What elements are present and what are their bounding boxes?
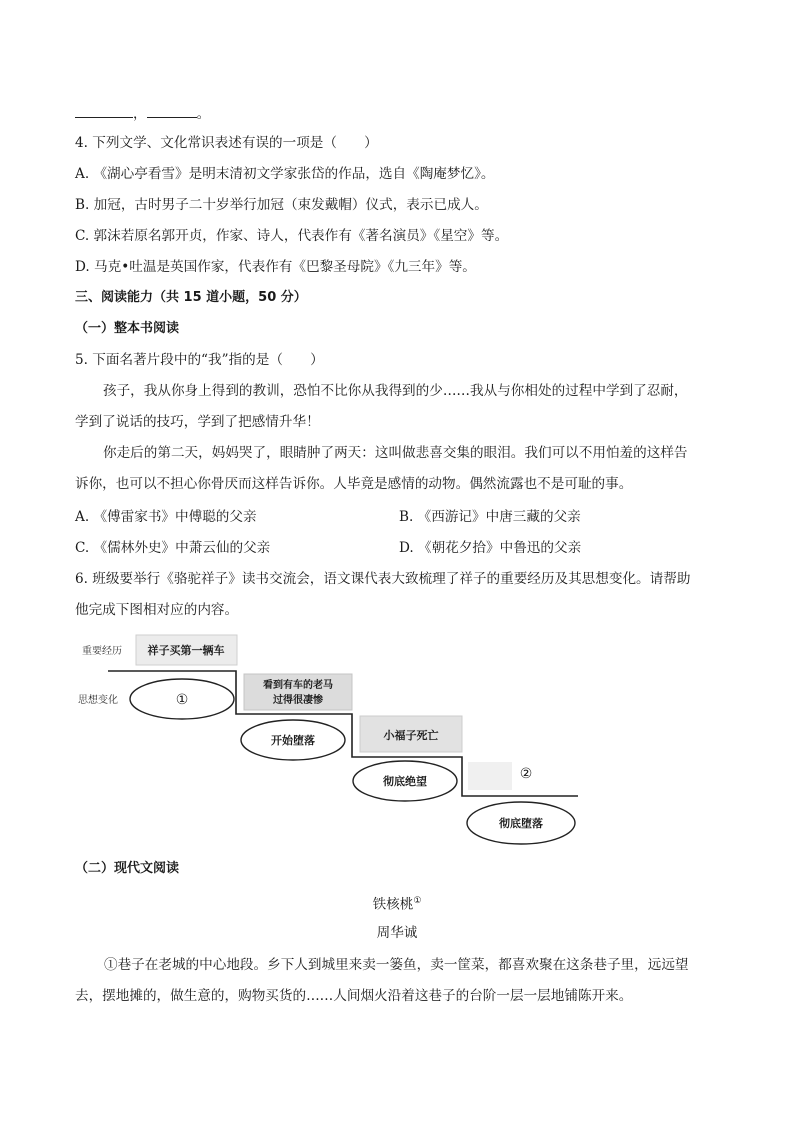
article-title — [0, 891, 794, 915]
q5-passage-p1-line2: 学到了说话的技巧，学到了把感情升华！ — [75, 414, 320, 430]
experience-2-text-line2: 过得很凄惨 — [273, 695, 323, 706]
q6-stem-line1: 6. 班级要举行《骆驼祥子》读书交流会，语文课代表大致梳理了祥子的重要经历及其思想变化。请帮助 — [75, 571, 691, 587]
paragraph-number: ① — [104, 957, 118, 973]
experience-4-blank-marker[interactable]: ② — [519, 766, 533, 782]
q4-option-c: C. 郭沫若原名郭开贞，作家、诗人，代表作有《著名演员》《星空》等。 — [75, 228, 509, 244]
experience-2-text-line1: 看到有车的老马 — [263, 680, 333, 691]
q5-option-d: D. 《朝花夕拾》中鲁迅的父亲 — [399, 540, 582, 556]
thought-1-blank-marker[interactable]: ① — [175, 692, 189, 708]
thought-4-text: 彻底堕落 — [499, 817, 543, 830]
part-2-title: （二）现代文阅读 — [75, 861, 180, 876]
experience-box-4 — [468, 762, 512, 790]
article-p1-line1-text: 巷子在老城的中心地段。乡下人到城里来卖一篓鱼，卖一筐菜，都喜欢聚在这条巷子里，远远望 — [117, 957, 689, 973]
q6-stem-line2: 他完成下图相对应的内容。 — [75, 602, 239, 618]
experience-3-text: 小福子死亡 — [383, 729, 439, 742]
article-title-footnote: ① — [413, 896, 422, 906]
label-experience: 重要经历 — [82, 646, 122, 657]
q5-option-a: A. 《傅雷家书》中傅聪的父亲 — [75, 509, 257, 525]
q5-stem: 5. 下面名著片段中的“我”指的是（ ） — [75, 352, 324, 368]
q5-passage-p1-line1: 孩子，我从你身上得到的教训，恐怕不比你从我得到的少……我从与你相处的过程中学到了忍耐， — [103, 383, 688, 399]
article-author: 周华诚 — [376, 925, 418, 941]
part-1-title: （一）整本书阅读 — [75, 321, 180, 336]
section-3-title: 三、阅读能力（共 15 道小题，50 分） — [75, 290, 307, 305]
q5-option-b: B. 《西游记》中唐三藏的父亲 — [399, 509, 581, 525]
experience-1-text: 祥子买第一辆车 — [147, 644, 225, 657]
q4-option-b: B. 加冠，古时男子二十岁举行加冠（束发戴帽）仪式，表示已成人。 — [75, 197, 488, 213]
q4-option-a: A. 《湖心亭看雪》是明末清初文学家张岱的作品，选自《陶庵梦忆》。 — [75, 166, 495, 182]
q5-passage-p2-line2: 诉你，也可以不担心你骨厌而这样告诉你。人毕竟是感情的动物。偶然流露也不是可耻的事。 — [75, 476, 633, 492]
line-end-mark: 。 — [196, 106, 211, 122]
thought-2-text: 开始堕落 — [271, 734, 315, 747]
q4-stem: 4. 下列文学、文化常识表述有误的一项是（ ） — [75, 135, 378, 151]
thought-3-text: 彻底绝望 — [383, 775, 427, 788]
q4-option-d: D. 马克•吐温是英国作家，代表作有《巴黎圣母院》《九三年》等。 — [75, 259, 476, 275]
article-p1-line2: 去，摆地摊的，做生意的，购物买货的……人间烟火沿着这巷子的台阶一层一层地铺陈开来。 — [75, 988, 633, 1004]
blank-separator: ， — [133, 106, 147, 122]
label-thought: 思想变化 — [78, 695, 118, 706]
q5-option-c: C. 《儒林外史》中萧云仙的父亲 — [75, 540, 271, 556]
article-p1-line1 — [104, 955, 689, 975]
article-title-text: 铁核桃 — [372, 896, 414, 913]
q5-passage-p2-line1: 你走后的第二天，妈妈哭了，眼睛肿了两天：这叫做悲喜交集的眼泪。我们可以不用怕羞的这样告 — [103, 445, 688, 461]
